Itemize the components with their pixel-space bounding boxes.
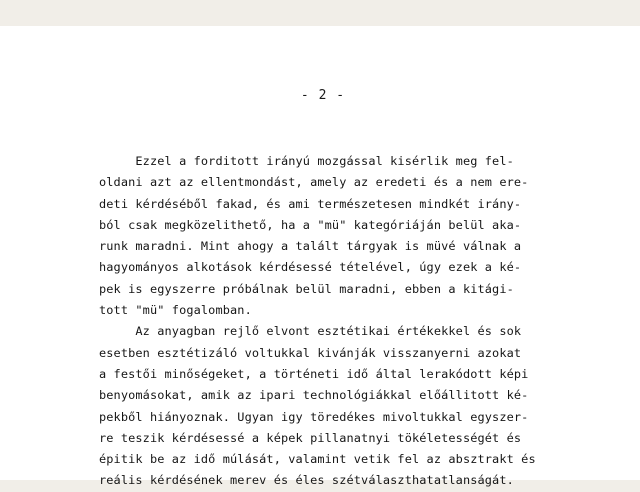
text-line: runk maradni. Mint ahogy a talált tárgyak is müvé válnak a [99, 239, 522, 254]
document-page [0, 26, 640, 488]
text-line: hagyományos alkotások kérdésessé tételével, úgy ezek a ké- [99, 260, 522, 275]
text-line: pek is egyszerre próbálnak belül maradni, ebben a kitági- [99, 281, 514, 296]
text-line: tott "mü" fogalomban. [99, 303, 252, 318]
text-line: benyomásokat, amik az ipari technológiákkal előállitott ké- [99, 388, 529, 403]
text-line: deti kérdéséből fakad, és ami természetesen mindkét irány- [99, 196, 522, 211]
viewer-top-margin [0, 0, 640, 26]
text-line: a festői minőségeket, a történeti idő által lerakódott képi [99, 366, 529, 381]
text-line: ból csak megközelithető, ha a "mü" kategóriáján belül aka- [99, 217, 522, 232]
text-line: pekből hiányoznak. Ugyan igy töredékes mivoltukkal egyszer- [99, 409, 529, 424]
text-line: Az anyagban rejlő elvont esztétikai értékekkel és sok [99, 324, 522, 339]
page-number: - 2 - [300, 88, 346, 103]
text-line: reális kérdésének merev és éles szétválaszthatatlanságát. [99, 473, 514, 488]
text-line: esetben esztétizáló voltukkal kivánják visszanyerni azokat [99, 345, 522, 360]
text-line: oldani azt az ellentmondást, amely az eredeti és a nem ere- [99, 175, 529, 190]
text-line: épitik be az idő múlását, valamint vetik fel az absztrakt és [99, 452, 536, 467]
body-text [99, 151, 559, 492]
text-line: re teszik kérdésessé a képek pillanatnyi tökéletességét és [99, 430, 522, 445]
text-line: Ezzel a forditott irányú mozgással kisérlik meg fel- [99, 154, 514, 168]
